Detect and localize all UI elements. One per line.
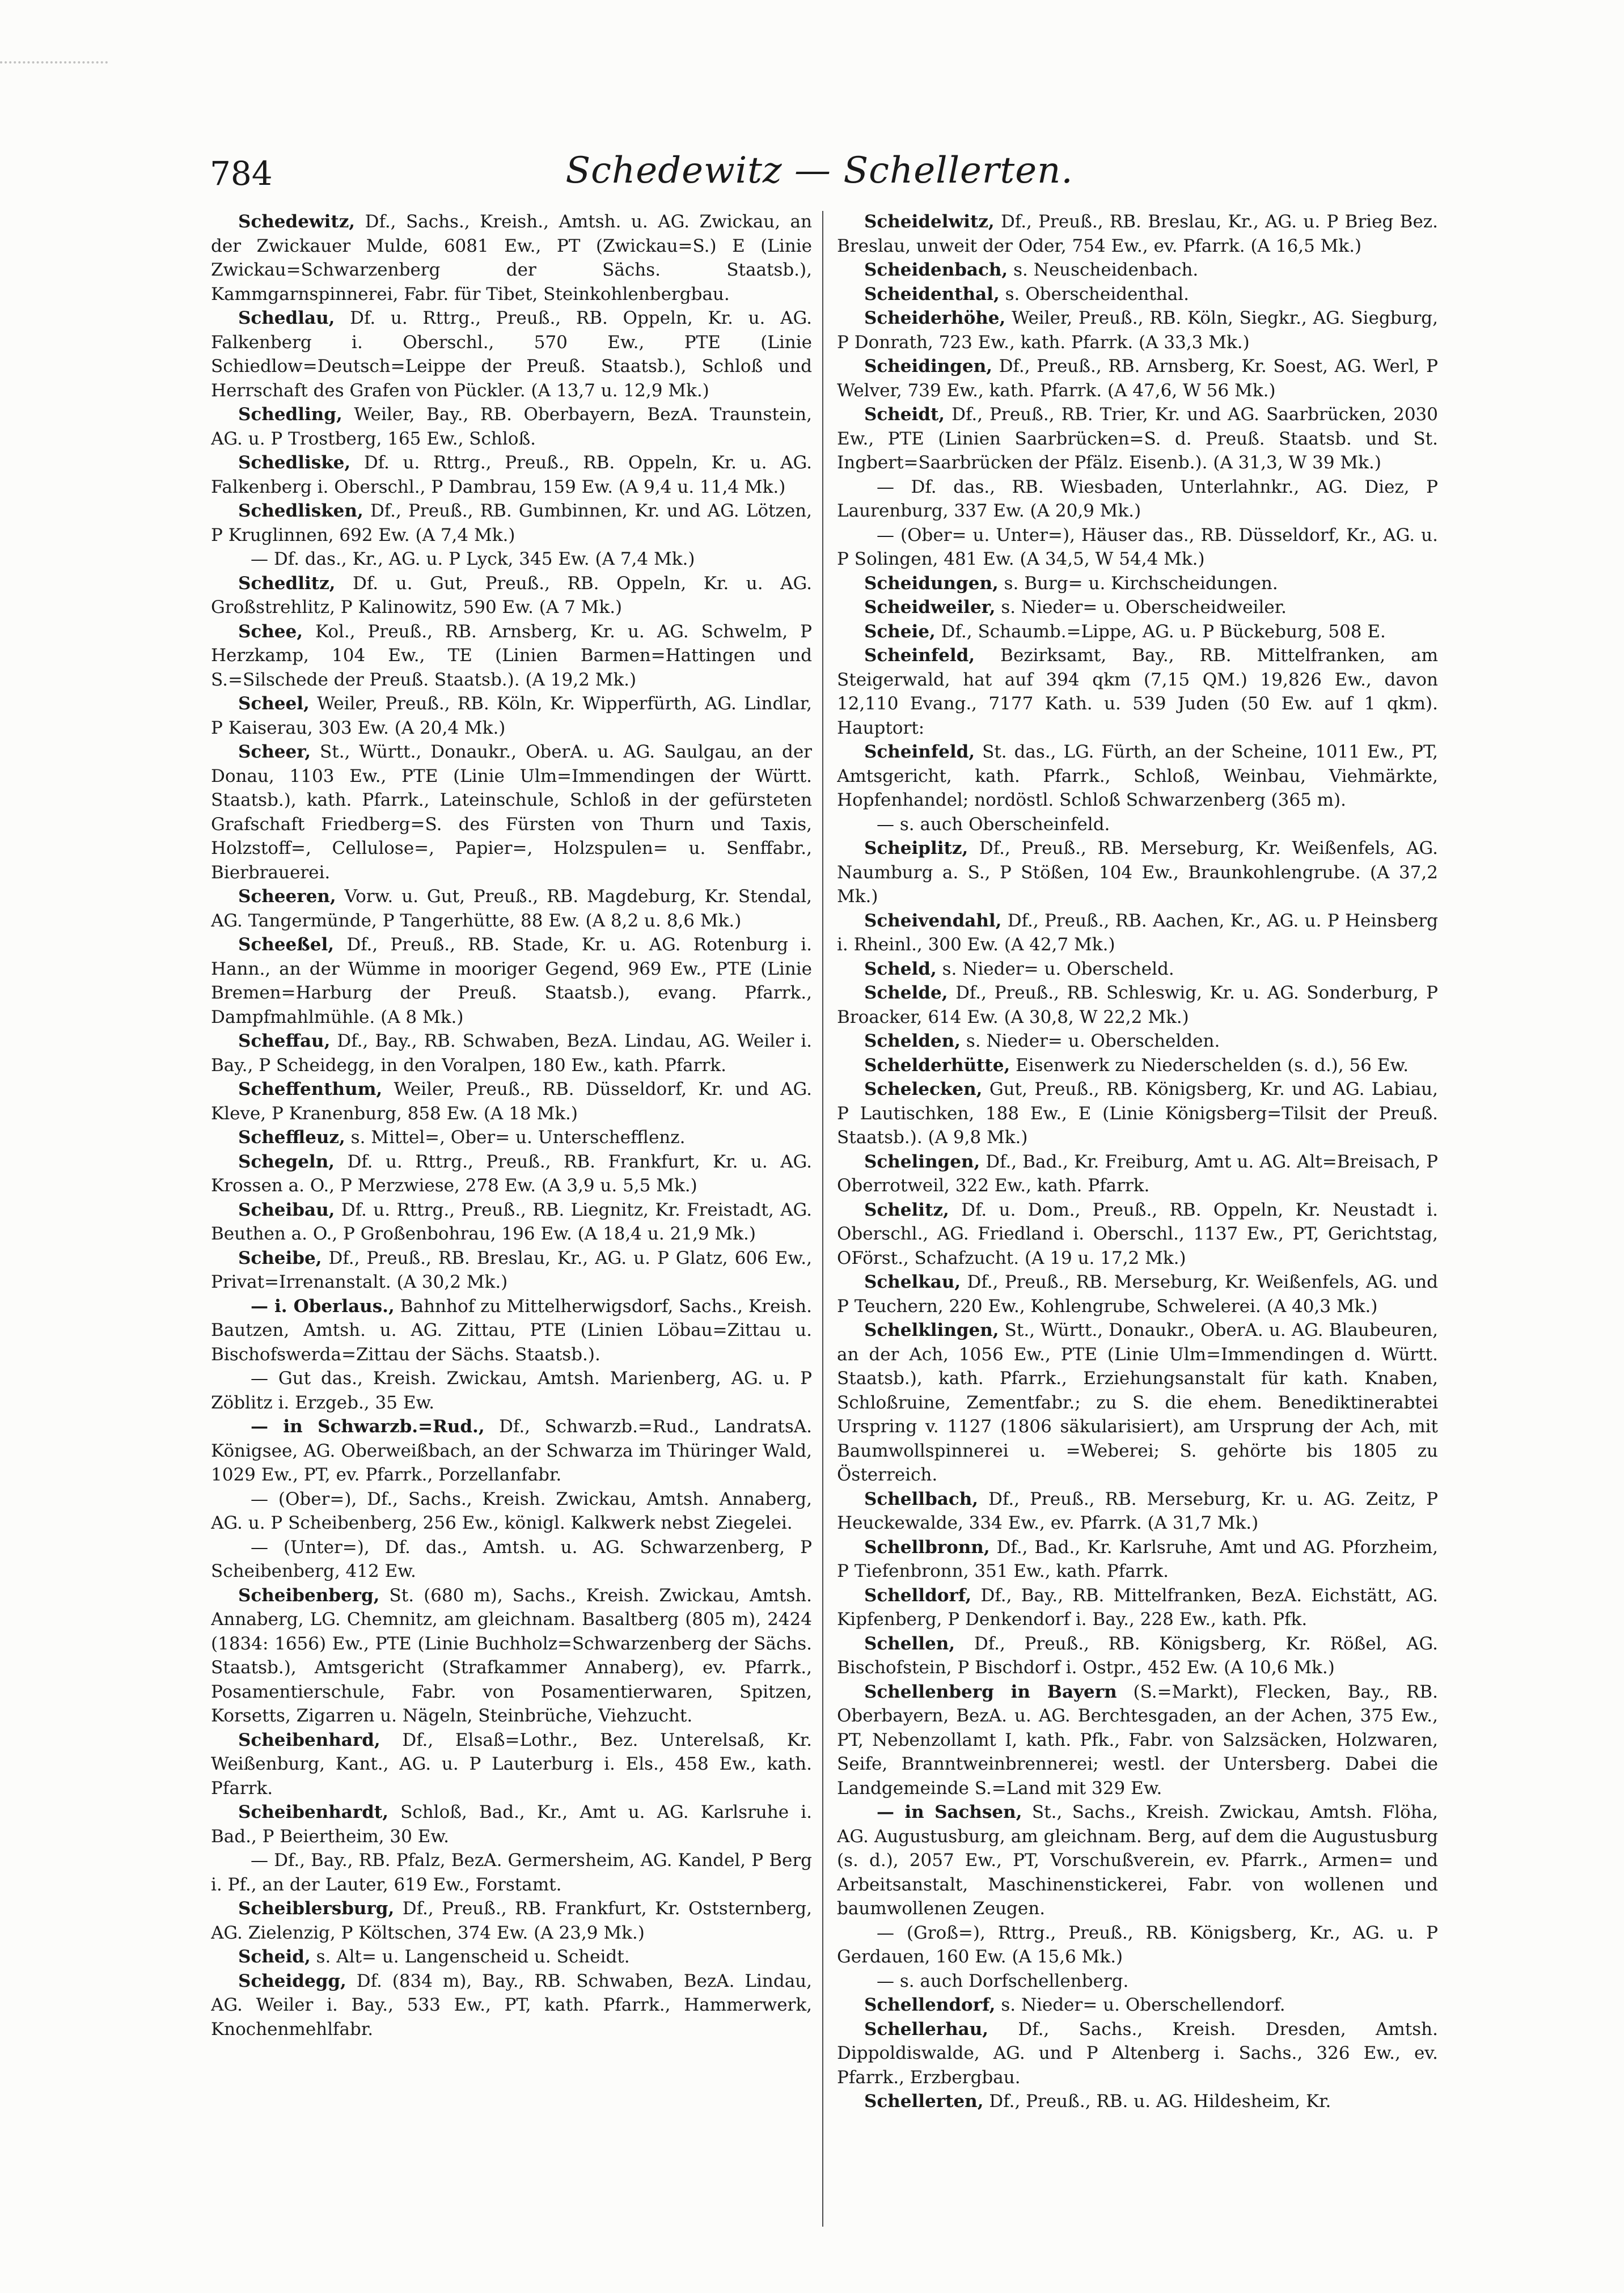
entry-headword: Scheinfeld,: [864, 645, 975, 666]
entry-headword: Scheidungen,: [864, 573, 999, 594]
page-header: [210, 149, 1429, 194]
entry-headword: Schedliske,: [238, 452, 351, 473]
entry-text: Df., Preuß., RB. Merseburg, Kr. u. AG. Zeitz, P Heuckewalde, 334 Ew., ev. Pfarrk. (A 31,7 Mk.): [837, 1488, 1438, 1533]
entry-text: Df., Preuß., RB. Breslau, Kr., AG. u. P Brieg Bez. Breslau, unweit der Oder, 754 Ew., ev. Pfarrk. (A 16,5 Mk.): [837, 211, 1438, 256]
gazetteer-entry: [837, 403, 1438, 475]
entry-text: St., Sachs., Kreish. Zwickau, Amtsh. Flöha, AG. Augustusburg, am gleichnam. Berg, auf dem die Augustusburg (s. d.), 2057 Ew., PT, Vorschußverein, ev. Pfarrk., Armen= und Arbeitsanstalt, Maschinenstickerei, Fabr. von wollenen und baumwollenen Zeugen.: [837, 1802, 1438, 1919]
entry-text: Df., Preuß., RB. Gumbinnen, Kr. und AG. Lötzen, P Kruglinnen, 692 Ew. (A 7,4 Mk.): [211, 501, 812, 545]
entry-headword: Scheidingen,: [864, 356, 993, 376]
gazetteer-entry: [211, 572, 812, 620]
right-column: [837, 210, 1438, 2228]
entry-headword: Scheidweiler,: [864, 597, 996, 617]
gazetteer-entry: [211, 1897, 812, 1945]
gazetteer-entry: [837, 1054, 1438, 1078]
entry-text: Df. u. Rttrg., Preuß., RB. Liegnitz, Kr. Freistadt, AG. Beuthen a. O., P Großenbohrau, 196 Ew. (A 18,4 u. 21,9 Mk.): [211, 1199, 812, 1244]
entry-headword: — in Sachsen,: [877, 1802, 1022, 1822]
entry-text: Df., Preuß., RB. Stade, Kr. u. AG. Rotenburg i. Hann., an der Wümme in mooriger Gegend, 969 Ew., PTE (Linie Bremen=Harburg der Preuß. Staatsb.), evang. Pfarrk., Dampfmahlmühle. (A 8 Mk.): [211, 934, 812, 1027]
entry-headword: Schedling,: [238, 404, 342, 425]
entry-text: — Df. das., RB. Wiesbaden, Unterlahnkr., AG. Diez, P Laurenburg, 337 Ew. (A 20,9 Mk.): [837, 476, 1438, 521]
gazetteer-entry: [837, 1632, 1438, 1680]
entry-text: Df. u. Rttrg., Preuß., RB. Oppeln, Kr. u. AG. Falkenberg i. Oberschl., 570 Ew., PTE (Linie Schiedlow=Deutsch=Leippe der Preuß. Staatsb.), Schloß und Herrschaft des Grafen von Pückler. (A 13,7 u. 12,9 Mk.): [211, 308, 812, 401]
entry-text: s. Burg= u. Kirchscheidungen.: [998, 573, 1278, 594]
entry-text: Weiler, Preuß., RB. Düsseldorf, Kr. und AG. Kleve, P Kranenburg, 858 Ew. (A 18 Mk.): [211, 1079, 812, 1124]
entry-headword: Schelingen,: [864, 1151, 980, 1172]
entry-headword: Scheeßel,: [238, 934, 335, 955]
entry-text: Df., Preuß., RB. Trier, Kr. und AG. Saarbrücken, 2030 Ew., PTE (Linien Saarbrücken=S. d. Preuß. Staatsb. und St. Ingbert=Saarbrücken der Pfälz. Eisenb.). (A 31,3, W 39 Mk.): [837, 404, 1438, 473]
entry-text: Df., Preuß., RB. Aachen, Kr., AG. u. P Heinsberg i. Rheinl., 300 Ew. (A 42,7 Mk.): [837, 910, 1438, 955]
entry-headword: Scheinfeld,: [864, 742, 975, 762]
gazetteer-entry: [211, 1584, 812, 1728]
entry-headword: Schedlau,: [238, 308, 335, 328]
entry-headword: Schellen,: [864, 1633, 955, 1654]
entry-headword: Scheffau,: [238, 1031, 331, 1051]
gazetteer-entry: [211, 499, 812, 547]
entry-text: — (Ober= u. Unter=), Häuser das., RB. Düsseldorf, Kr., AG. u. P Solingen, 481 Ew. (A 34,5, W 54,4 Mk.): [837, 524, 1438, 569]
gazetteer-entry: [211, 885, 812, 933]
gazetteer-entry: [837, 354, 1438, 403]
entry-text: Df. u. Dom., Preuß., RB. Oppeln, Kr. Neustadt i. Oberschl., AG. Friedland i. Oberschl., 1137 Ew., PT, Gerichtstag, OFörst., Schafzucht. (A 19 u. 17,2 Mk.): [837, 1199, 1438, 1268]
entry-headword: Scheie,: [864, 621, 936, 642]
entry-headword: Schedlitz,: [238, 573, 336, 594]
gazetteer-entry: [211, 1246, 812, 1294]
gazetteer-entry: [837, 1969, 1438, 1994]
entry-text: Df., Bay., RB. Schwaben, BezA. Lindau, AG. Weiler i. Bay., P Scheidegg, in den Voralpen, 180 Ew., kath. Pfarrk.: [211, 1031, 812, 1076]
gazetteer-entry: [837, 1584, 1438, 1632]
scan-edge-marks: [0, 61, 108, 74]
entry-headword: Schellendorf,: [864, 1995, 996, 2015]
entry-text: — Df. das., Kr., AG. u. P Lyck, 345 Ew. (A 7,4 Mk.): [251, 549, 695, 569]
gazetteer-entry: [837, 282, 1438, 307]
gazetteer-entry: [837, 620, 1438, 644]
entry-text: s. Mittel=, Ober= u. Unterschefflenz.: [345, 1127, 686, 1148]
entry-text: St. (680 m), Sachs., Kreish. Zwickau, Amtsh. Annaberg, LG. Chemnitz, am gleichnam. Basaltberg (805 m), 2424 (1834: 1656) Ew., PTE (Linie Buchholz=Schwarzenberg der Sächs. Staatsb.), Amtsgericht (Strafkammer Annaberg), ev. Pfarrk., Posamentierschule, Fabr. von Posamentierwaren, Spitzen, Korsetts, Zigarren u. Nägeln, Steinbrüche, Viehzucht.: [211, 1585, 812, 1726]
entry-headword: Scheidegg,: [238, 1970, 346, 1991]
entry-text: s. Nieder= u. Oberscheidweiler.: [995, 597, 1287, 617]
entry-text: Df., Schaumb.=Lippe, AG. u. P Bückeburg, 508 E.: [935, 621, 1386, 642]
entry-text: Df. u. Rttrg., Preuß., RB. Frankfurt, Kr. u. AG. Krossen a. O., P Merzwiese, 278 Ew. (A 3,9 u. 5,5 Mk.): [211, 1151, 812, 1196]
entry-text: St., Württ., Donaukr., OberA. u. AG. Blaubeuren, an der Ach, 1056 Ew., PTE (Linie Ulm=Immendingen d. Württ. Staatsb.), kath. Pfarrk., Erziehungsanstalt für kath. Knaben, Schloßruine, Zementfabr.; zu S. die ehem. Benediktinerabtei Urspring v. 1127 (1806 säkularisiert), am Ursprung der Ach, mit Baumwollspinnerei u. =Weberei; S. gehörte bis 1805 zu Österreich.: [837, 1320, 1438, 1485]
entry-headword: Schegeln,: [238, 1151, 335, 1172]
gazetteer-entry: [837, 1198, 1438, 1271]
gazetteer-entry: [211, 210, 812, 306]
entry-text: s. Nieder= u. Oberschellendorf.: [995, 1995, 1285, 2015]
entry-text: Schloß, Bad., Kr., Amt u. AG. Karlsruhe i. Bad., P Beiertheim, 30 Ew.: [211, 1802, 812, 1847]
gazetteer-entry: [837, 644, 1438, 740]
entry-headword: Schelde,: [864, 983, 948, 1003]
gazetteer-entry: [837, 475, 1438, 523]
gazetteer-entry: [837, 1150, 1438, 1198]
entry-text: s. Oberscheidenthal.: [999, 284, 1189, 304]
entry-headword: Scheidelwitz,: [864, 211, 995, 232]
entry-text: St., Württ., Donaukr., OberA. u. AG. Saulgau, an der Donau, 1103 Ew., PTE (Linie Ulm=Immendingen der Württ. Staatsb.), kath. Pfarrk., Lateinschule, Schloß in der gefürsteten Grafschaft Friedberg=S. des Fürsten von Thurn und Taxis, Holzstoff=, Cellulose=, Papier=, Holzspulen= u. Senffabr., Bierbrauerei.: [211, 742, 812, 883]
entry-text: Df., Preuß., RB. u. AG. Hildesheim, Kr.: [983, 2091, 1331, 2112]
entry-headword: Schedewitz,: [238, 211, 356, 232]
entry-text: Eisenwerk zu Niederschelden (s. d.), 56 Ew.: [1010, 1055, 1409, 1076]
entry-text: Df., Preuß., RB. Arnsberg, Kr. Soest, AG. Werl, P Welver, 739 Ew., kath. Pfarrk. (A 47,6, W 56 Mk.): [837, 356, 1438, 401]
entry-headword: Schedlisken,: [238, 501, 363, 521]
entry-headword: Schelldorf,: [864, 1585, 972, 1606]
entry-headword: — in Schwarzb.=Rud.,: [251, 1416, 485, 1437]
entry-headword: Schee,: [238, 621, 303, 642]
gazetteer-entry: [211, 1415, 812, 1487]
gazetteer-entry: [211, 1029, 812, 1077]
entry-headword: Scheidenthal,: [864, 284, 1000, 304]
gazetteer-entry: [837, 258, 1438, 282]
gazetteer-entry: [211, 1969, 812, 2042]
gazetteer-entry: [211, 1535, 812, 1584]
gazetteer-entry: [837, 306, 1438, 354]
gazetteer-entry: [837, 2089, 1438, 2114]
gazetteer-entry: [837, 909, 1438, 957]
gazetteer-entry: [211, 1367, 812, 1415]
gazetteer-entry: [837, 1680, 1438, 1801]
entry-text: Df. u. Rttrg., Preuß., RB. Oppeln, Kr. u. AG. Falkenberg i. Oberschl., P Dambrau, 159 Ew. (A 9,4 u. 11,4 Mk.): [211, 452, 812, 497]
gazetteer-entry: [837, 595, 1438, 620]
gazetteer-entry: [211, 306, 812, 403]
entry-headword: Scheiderhöhe,: [864, 308, 1006, 328]
entry-text: — (Ober=), Df., Sachs., Kreish. Zwickau, Amtsh. Annaberg, AG. u. P Scheibenberg, 256 Ew., königl. Kalkwerk nebst Ziegelei.: [211, 1488, 812, 1533]
entry-text: — s. auch Dorfschellenberg.: [877, 1970, 1129, 1991]
gazetteer-entry: [837, 1800, 1438, 1921]
entry-headword: Scheibe,: [238, 1247, 322, 1268]
entry-headword: Scheld,: [864, 958, 937, 979]
entry-text: Kol., Preuß., RB. Arnsberg, Kr. u. AG. Schwelm, P Herzkamp, 104 Ew., TE (Linien Barmen=Hattingen und S.=Silschede der Preuß. Staatsb.). (A 19,2 Mk.): [211, 621, 812, 690]
entry-headword: Scheibau,: [238, 1199, 335, 1220]
entry-text: Df., Preuß., RB. Merseburg, Kr. Weißenfels, AG. und P Teuchern, 220 Ew., Kohlengrube, Schwelerei. (A 40,3 Mk.): [837, 1272, 1438, 1317]
gazetteer-entry: [211, 403, 812, 451]
gazetteer-entry: [837, 740, 1438, 813]
gazetteer-entry: [211, 547, 812, 572]
entry-headword: — i. Oberlaus.,: [251, 1296, 395, 1317]
gazetteer-entry: [211, 692, 812, 740]
entry-text: s. Nieder= u. Oberscheld.: [936, 958, 1174, 979]
entry-text: s. Neuscheidenbach.: [1008, 260, 1199, 280]
entry-text: Weiler, Bay., RB. Oberbayern, BezA. Traunstein, AG. u. P Trostberg, 165 Ew., Schloß.: [211, 404, 812, 449]
entry-text: Df., Bay., RB. Mittelfranken, BezA. Eichstätt, AG. Kipfenberg, P Denkendorf i. Bay., 228 Ew., kath. Pfk.: [837, 1585, 1438, 1630]
gazetteer-entry: [837, 813, 1438, 837]
entry-text: Df., Sachs., Kreish. Dresden, Amtsh. Dippoldiswalde, AG. und P Altenberg i. Sachs., 326 Ew., ev. Pfarrk., Erzbergbau.: [837, 2019, 1438, 2088]
gazetteer-entry: [837, 981, 1438, 1029]
entry-text: s. Alt= u. Langenscheid u. Scheidt.: [310, 1947, 630, 1967]
gazetteer-entry: [211, 1294, 812, 1367]
entry-headword: Schelecken,: [864, 1079, 983, 1099]
gazetteer-entry: [837, 1029, 1438, 1054]
page-number: 784: [210, 154, 273, 193]
running-title: Schedewitz — Schellerten.: [565, 150, 1073, 192]
entry-text: Weiler, Preuß., RB. Köln, Kr. Wipperfürth, AG. Lindlar, P Kaiserau, 303 Ew. (A 20,4 Mk.): [211, 693, 812, 738]
gazetteer-entry: [837, 210, 1438, 258]
entry-headword: Scheibenhardt,: [238, 1802, 388, 1822]
entry-text: Df., Elsaß=Lothr., Bez. Unterelsaß, Kr. Weißenburg, Kant., AG. u. P Lauterburg i. Els., 458 Ew., kath. Pfarrk.: [211, 1729, 812, 1799]
entry-text: s. Nieder= u. Oberschelden.: [961, 1031, 1220, 1051]
gazetteer-entry: [837, 2017, 1438, 2090]
entry-text: St. das., LG. Fürth, an der Scheine, 1011 Ew., PT, Amtsgericht, kath. Pfarrk., Schloß, Weinbau, Viehmärkte, Hopfenhandel; nordöstl. Schloß Schwarzenberg (365 m).: [837, 742, 1438, 810]
column-divider: [822, 211, 823, 2227]
entry-headword: Scheidt,: [864, 404, 945, 425]
gazetteer-entry: [211, 1728, 812, 1801]
gazetteer-entry: [211, 1077, 812, 1126]
entry-headword: Scheel,: [238, 693, 310, 714]
entry-text: Bezirksamt, Bay., RB. Mittelfranken, am Steigerwald, hat auf 394 qkm (7,15 QM.) 19,826 Ew., davon 12,110 Evang., 7177 Kath. u. 539 Juden (50 Ew. auf 1 qkm). Hauptort:: [837, 645, 1438, 738]
entry-text: — (Unter=), Df. das., Amtsh. u. AG. Schwarzenberg, P Scheibenberg, 412 Ew.: [211, 1537, 812, 1581]
entry-text: — Df., Bay., RB. Pfalz, BezA. Germersheim, AG. Kandel, P Berg i. Pf., an der Lauter, 619 Ew., Forstamt.: [211, 1850, 812, 1895]
entry-headword: Scheffenthum,: [238, 1079, 383, 1099]
entry-headword: Scheiplitz,: [864, 838, 969, 858]
entry-headword: Schellerten,: [864, 2091, 984, 2112]
left-column: [211, 210, 812, 2228]
entry-text: Df., Preuß., RB. Königsberg, Kr. Rößel, AG. Bischofstein, P Bischdorf i. Ostpr., 452 Ew. (A 10,6 Mk.): [837, 1633, 1438, 1678]
gazetteer-entry: [211, 1800, 812, 1848]
entry-text: — s. auch Oberscheinfeld.: [877, 814, 1110, 835]
gazetteer-entry: [211, 451, 812, 499]
entry-text: Df., Sachs., Kreish., Amtsh. u. AG. Zwickau, an der Zwickauer Mulde, 6081 Ew., PT (Zwickau=S.) E (Linie Zwickau=Schwarzenberg der Sächs. Staatsb.), Kammgarnspinnerei, Fabr. für Tibet, Steinkohlenbergbau.: [211, 211, 812, 304]
gazetteer-entry: [837, 836, 1438, 909]
entry-headword: Scheid,: [238, 1947, 311, 1967]
gazetteer-entry: [211, 1487, 812, 1535]
entry-text: (S.=Markt), Flecken, Bay., RB. Oberbayern, BezA. u. AG. Berchtesgaden, an der Achen, 375 Ew., PT, Nebenzollamt I, kath. Pfk., Fabr. von Salzsäcken, Holzwaren, Seife, Branntweinbrennerei; westl. der Untersberg. Dabei die Landgemeinde S.=Land mit 329 Ew.: [837, 1681, 1438, 1799]
gazetteer-entry: [837, 572, 1438, 596]
gazetteer-entry: [211, 1848, 812, 1897]
entry-headword: Schelitz,: [864, 1199, 949, 1220]
gazetteer-entry: [211, 620, 812, 692]
entry-headword: Scheffleuz,: [238, 1127, 345, 1148]
entry-headword: Schellbach,: [864, 1488, 979, 1509]
entry-headword: Scheiblersburg,: [238, 1898, 395, 1919]
gazetteer-entry: [837, 1993, 1438, 2017]
entry-text: Df., Schwarzb.=Rud., LandratsA. Königsee, AG. Oberweißbach, an der Schwarza im Thüringer Wald, 1029 Ew., PT, ev. Pfarrk., Porzellanfabr.: [211, 1416, 812, 1485]
gazetteer-entry: [837, 1921, 1438, 1969]
entry-text: Bahnhof zu Mittelherwigsdorf, Sachs., Kreish. Bautzen, Amtsh. u. AG. Zittau, PTE (Linien Löbau=Zittau u. Bischofswerda=Zittau der Sächs. Staatsb.).: [211, 1296, 812, 1365]
entry-text: Vorw. u. Gut, Preuß., RB. Magdeburg, Kr. Stendal, AG. Tangermünde, P Tangerhütte, 88 Ew. (A 8,2 u. 8,6 Mk.): [211, 886, 812, 931]
entry-text: — Gut das., Kreish. Zwickau, Amtsh. Marienberg, AG. u. P Zöblitz i. Erzgeb., 35 Ew.: [211, 1368, 812, 1413]
entry-text: Gut, Preuß., RB. Königsberg, Kr. und AG. Labiau, P Lautischken, 188 Ew., E (Linie Königsberg=Tilsit der Preuß. Staatsb.). (A 9,8 Mk.): [837, 1079, 1438, 1148]
entry-text: Df., Bad., Kr. Karlsruhe, Amt und AG. Pforzheim, P Tiefenbronn, 351 Ew., kath. Pfarrk.: [837, 1537, 1438, 1581]
entry-headword: Scheidenbach,: [864, 260, 1008, 280]
entry-headword: Scheibenberg,: [238, 1585, 380, 1606]
entry-text: Df. (834 m), Bay., RB. Schwaben, BezA. Lindau, AG. Weiler i. Bay., 533 Ew., PT, kath. Pfarrk., Hammerwerk, Knochenmehlfabr.: [211, 1970, 812, 2040]
entry-headword: Scheeren,: [238, 886, 336, 907]
gazetteer-entry: [837, 1077, 1438, 1150]
entry-text: Df., Preuß., RB. Schleswig, Kr. u. AG. Sonderburg, P Broacker, 614 Ew. (A 30,8, W 22,2 Mk.): [837, 983, 1438, 1027]
entry-text: Df., Preuß., RB. Breslau, Kr., AG. u. P Glatz, 606 Ew., Privat=Irrenanstalt. (A 30,2 Mk.): [211, 1247, 812, 1292]
entry-headword: Schelderhütte,: [864, 1055, 1010, 1076]
entry-text: Weiler, Preuß., RB. Köln, Siegkr., AG. Siegburg, P Donrath, 723 Ew., kath. Pfarrk. (A 33,3 Mk.): [837, 308, 1438, 353]
entry-headword: Schelden,: [864, 1031, 961, 1051]
gazetteer-entry: [211, 1126, 812, 1150]
entry-text: Df., Preuß., RB. Frankfurt, Kr. Oststernberg, AG. Zielenzig, P Költschen, 374 Ew. (A 23,9 Mk.): [211, 1898, 812, 1943]
gazetteer-entry: [211, 740, 812, 885]
entry-headword: Schellerhau,: [864, 2019, 989, 2040]
entry-headword: Schelklingen,: [864, 1320, 999, 1340]
gazetteer-entry: [837, 1318, 1438, 1487]
gazetteer-entry: [837, 1535, 1438, 1584]
entry-text: Df., Preuß., RB. Merseburg, Kr. Weißenfels, AG. Naumburg a. S., P Stößen, 104 Ew., Braunkohlengrube. (A 37,2 Mk.): [837, 838, 1438, 907]
gazetteer-entry: [837, 957, 1438, 981]
gazetteer-entry: [837, 1270, 1438, 1318]
gazetteer-entry: [211, 933, 812, 1029]
gazetteer-entry: [211, 1945, 812, 1969]
entry-headword: Scheivendahl,: [864, 910, 1002, 931]
entry-text: Df., Bad., Kr. Freiburg, Amt u. AG. Alt=Breisach, P Oberrotweil, 322 Ew., kath. Pfarrk.: [837, 1151, 1438, 1196]
entry-headword: Schellbronn,: [864, 1537, 990, 1558]
entry-headword: Scheer,: [238, 742, 311, 762]
entry-headword: Schellenberg in Bayern: [864, 1681, 1117, 1702]
gazetteer-entry: [211, 1150, 812, 1198]
gazetteer-entry: [837, 1487, 1438, 1535]
entry-text: Df. u. Gut, Preuß., RB. Oppeln, Kr. u. AG. Großstrehlitz, P Kalinowitz, 590 Ew. (A 7 Mk.): [211, 573, 812, 617]
gazetteer-entry: [837, 523, 1438, 572]
gazetteer-entry: [211, 1198, 812, 1246]
entry-headword: Schelkau,: [864, 1272, 961, 1292]
entry-headword: Scheibenhard,: [238, 1729, 380, 1750]
entry-text: — (Groß=), Rttrg., Preuß., RB. Königsberg, Kr., AG. u. P Gerdauen, 160 Ew. (A 15,6 Mk.): [837, 1922, 1438, 1967]
